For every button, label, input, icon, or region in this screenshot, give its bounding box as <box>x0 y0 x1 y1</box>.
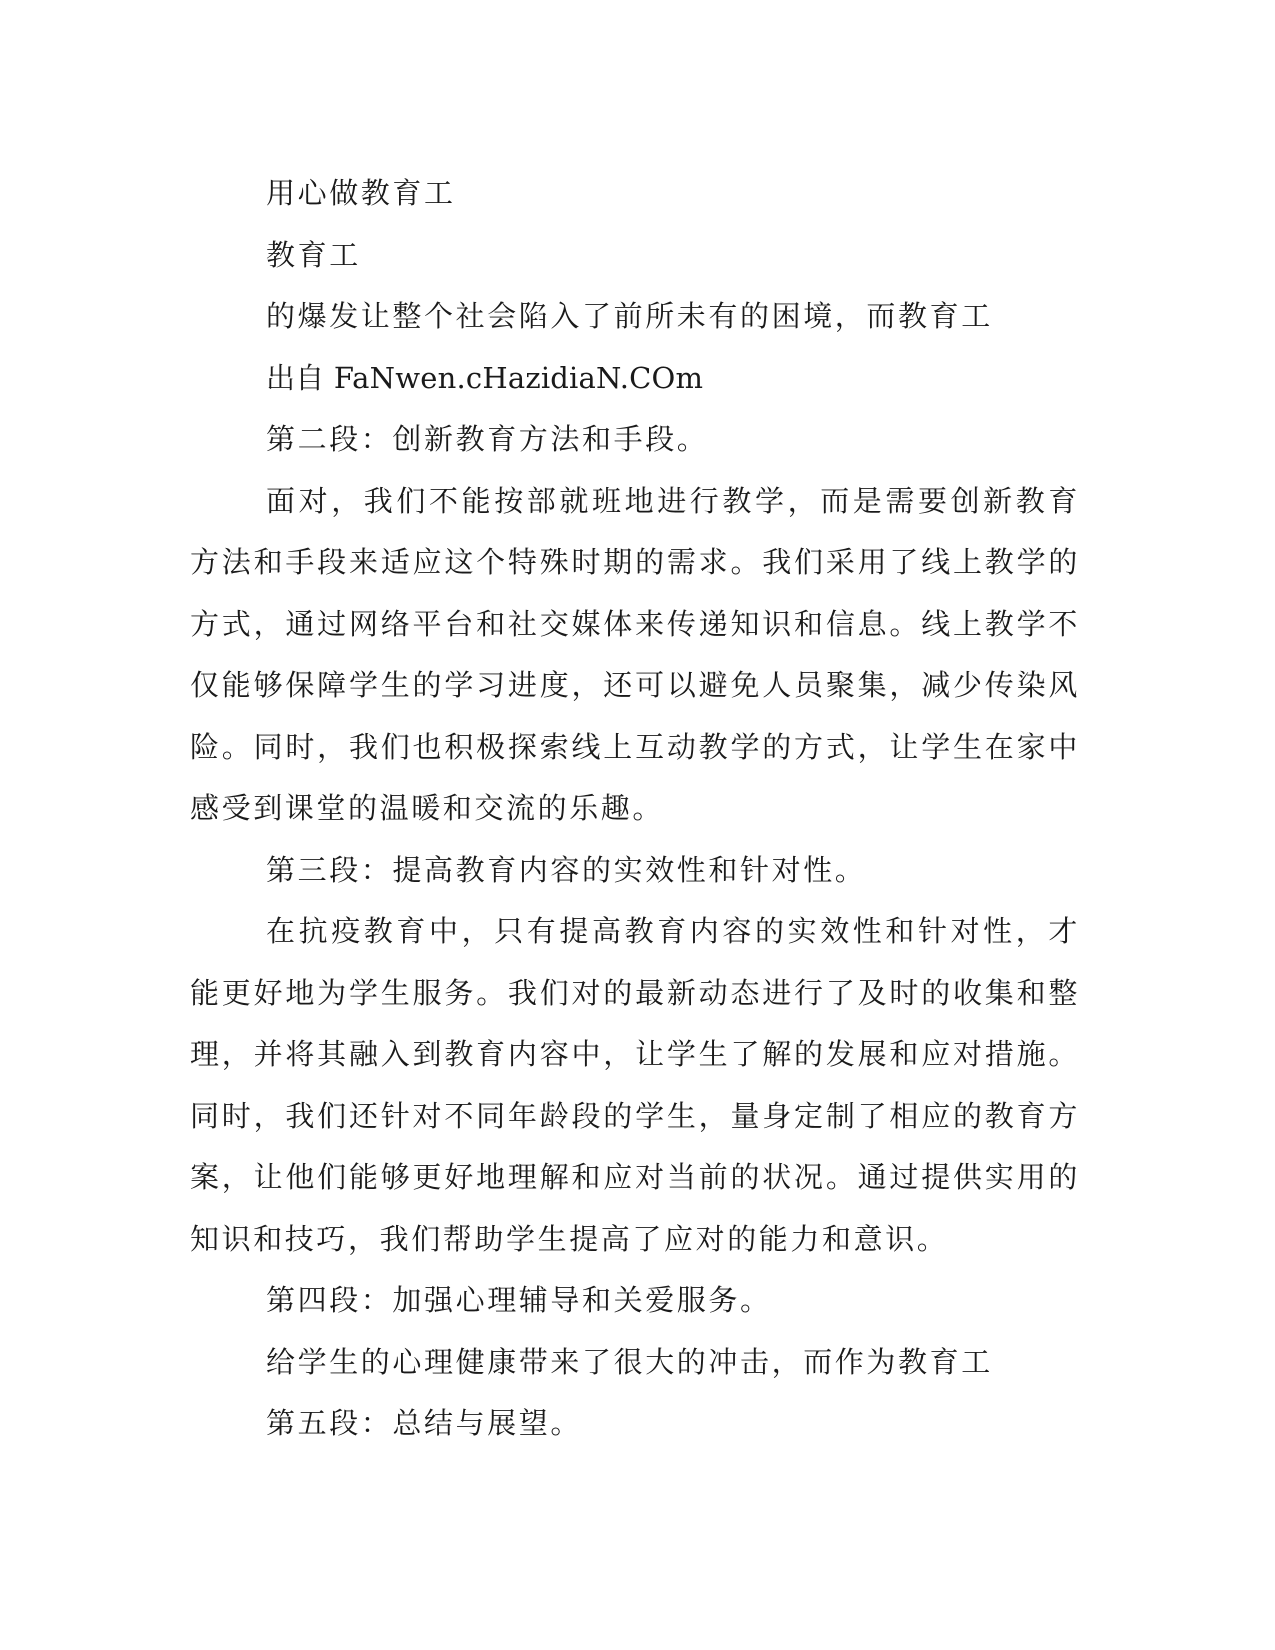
paragraph-section-2: 面对，我们不能按部就班地进行教学，而是需要创新教育方法和手段来适应这个特殊时期的需求。我们采用了线上教学的方式，通过网络平台和社交媒体来传递知识和信息。线上教学不仅能够保障学生的学习进度，还可以避免人员聚集，减少传染风险。同时，我们也积极探索线上互动教学的方式，让学生在家中感受到课堂的温暖和交流的乐趣。 <box>190 483 1080 825</box>
section-heading-2: 第二段：创新教育方法和手段。 <box>266 422 709 456</box>
section-heading-3: 第三段：提高教育内容的实效性和针对性。 <box>266 852 867 887</box>
paragraph-section-4: 给学生的心理健康带来了很大的冲击，而作为教育工 <box>266 1344 993 1379</box>
section-heading-4: 第四段：加强心理辅导和关爱服务。 <box>266 1283 772 1317</box>
paragraph-subtitle: 教育工 <box>266 237 361 272</box>
paragraph-section-3: 在抗疫教育中，只有提高教育内容的实效性和针对性，才能更好地为学生服务。我们对的最新动态进行了及时的收集和整理，并将其融入到教育内容中，让学生了解的发展和应对措施。同时，我们还针对不同年龄段的学生，量身定制了相应的教育方案，让他们能够更好地理解和应对当前的状况。通过提供实用的知识和技巧，我们帮助学生提高了应对的能力和意识。 <box>190 914 1080 1256</box>
section-heading-5: 第五段：总结与展望。 <box>266 1406 583 1440</box>
document-body <box>190 163 1080 1455</box>
paragraph-source: 出自 FaNwen.cHazidiaN.COm <box>266 360 704 395</box>
paragraph-title: 用心做教育工 <box>266 176 456 210</box>
paragraph-intro: 的爆发让整个社会陷入了前所未有的困境，而教育工 <box>266 299 993 333</box>
